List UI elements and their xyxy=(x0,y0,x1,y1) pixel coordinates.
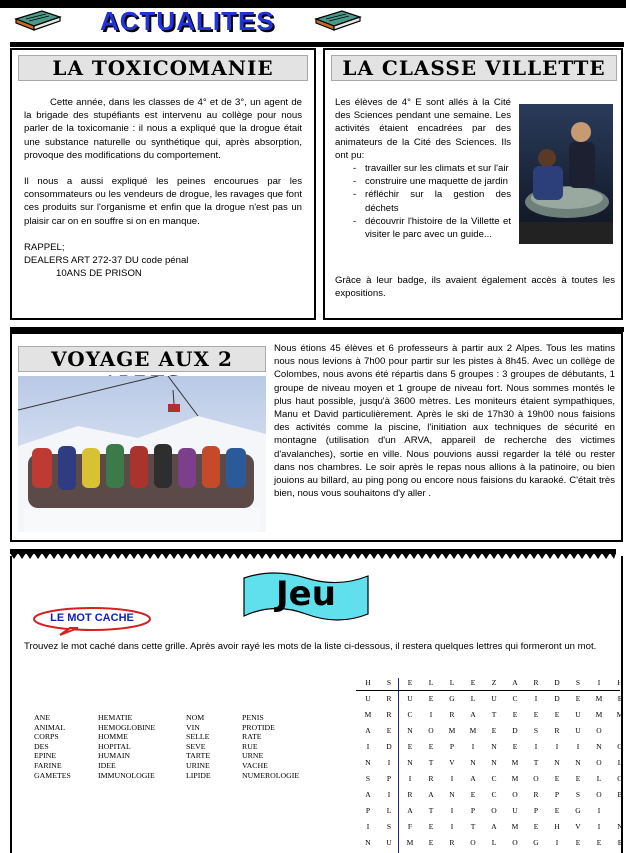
grid-letter: U xyxy=(491,694,497,703)
grid-letter: I xyxy=(576,742,580,751)
grid-letter: G xyxy=(533,838,539,847)
grid-letter: H xyxy=(365,678,371,687)
list-item: - construire une maquette de jardin xyxy=(365,175,511,188)
list-item: HEMOGLOBINE xyxy=(98,722,156,732)
grid-letter: A xyxy=(470,774,476,783)
grid-letter: R xyxy=(533,678,539,687)
toxicomanie-panel xyxy=(10,48,316,320)
grid-letter: L xyxy=(428,678,434,687)
grid-letter: I xyxy=(597,806,601,815)
word-column xyxy=(34,713,98,780)
list-item: VIN xyxy=(186,722,200,732)
grid-letter: E xyxy=(554,710,560,719)
grid-letter: R xyxy=(386,710,392,719)
villette-title: LA CLASSE VILLETTE xyxy=(331,55,617,81)
grid-letter: P xyxy=(365,806,371,815)
list-item: RATE xyxy=(242,732,262,742)
grid-letter: N xyxy=(449,790,455,799)
grid-letter: E xyxy=(575,774,581,783)
masthead-title: ACTUALITES xyxy=(100,6,275,36)
grid-letter: A xyxy=(365,726,371,735)
book-icon xyxy=(312,9,364,31)
grid-letter: E xyxy=(428,742,434,751)
toxicomanie-paragraph: Il nous a aussi expliqué les peines encourues par les consommateurs ou les vendeurs de drogue, les ravages que font ces produits sur l'organisme et enfin que la drogue n'est pas un plaisir car on en souffre si on en manque. xyxy=(24,176,302,227)
grid-letter: R xyxy=(428,774,434,783)
list-item: - réfléchir sur la gestion des déchets xyxy=(365,188,511,214)
rappel-block xyxy=(24,241,302,281)
grid-letter: M xyxy=(511,822,519,831)
grid-letter: N xyxy=(407,758,413,767)
villette-intro: Les élèves de 4° E sont allés à la Cité des Sciences pendant une semaine. Les activités étaient encadrées par des animateurs de la Cité des Sciences. Ils ont pu: xyxy=(335,97,511,161)
grid-letter: O xyxy=(428,726,434,735)
grid-header-rule xyxy=(356,690,620,691)
grid-letter: E xyxy=(407,742,413,751)
voyage-photo xyxy=(18,376,266,532)
jeu-banner xyxy=(240,570,372,622)
grid-letter: S xyxy=(386,678,392,687)
grid-letter: S xyxy=(533,726,539,735)
grid-letter: M xyxy=(595,710,603,719)
list-item: CORPS xyxy=(34,732,59,742)
grid-letter: G xyxy=(449,694,455,703)
rappel-law: DEALERS ART 272-37 DU code pénal xyxy=(24,255,189,267)
grid-letter: I xyxy=(450,806,454,815)
grid-letter: G xyxy=(575,806,581,815)
grid-letter: R xyxy=(449,710,455,719)
grid-letter: N xyxy=(491,742,497,751)
grid-letter: T xyxy=(428,806,434,815)
grid-letter: M xyxy=(616,710,624,719)
letter-grid xyxy=(356,678,624,853)
grid-letter: N xyxy=(575,758,581,767)
list-item: RUE xyxy=(242,741,258,751)
grid-letter: S xyxy=(575,678,581,687)
word-column xyxy=(242,713,322,780)
grid-letter: E xyxy=(407,678,413,687)
jeu-panel xyxy=(10,556,623,853)
grid-letter: O xyxy=(596,726,602,735)
grid-letter: E xyxy=(533,822,539,831)
mot-cache-label: LE MOT CACHE xyxy=(50,612,134,624)
grid-letter: E xyxy=(554,774,560,783)
grid-letter: U xyxy=(575,726,581,735)
grid-letter: U xyxy=(386,838,392,847)
grid-letter: O xyxy=(470,838,476,847)
list-item: PENIS xyxy=(242,713,264,722)
grid-letter: M xyxy=(595,694,603,703)
grid-letter: P xyxy=(554,790,560,799)
grid-letter: A xyxy=(428,790,434,799)
villette-activities xyxy=(335,162,511,241)
grid-letter: I xyxy=(471,742,475,751)
villette-body xyxy=(335,96,511,241)
list-item: IMMUNOLOGIE xyxy=(98,770,155,780)
grid-letter: M xyxy=(448,726,456,735)
grid-letter: R xyxy=(386,694,392,703)
grid-letter: H xyxy=(617,678,623,687)
grid-letter: E xyxy=(617,694,623,703)
grid-letter: E xyxy=(512,742,518,751)
grid-letter: M xyxy=(364,710,372,719)
grid-letter: E xyxy=(428,694,434,703)
grid-letter: F xyxy=(407,822,413,831)
mot-cache-badge xyxy=(30,606,154,636)
section-divider xyxy=(10,42,624,47)
villette-outro: Grâce à leur badge, ils avaient également accès à toutes les expositions. xyxy=(335,275,615,300)
grid-letter: I xyxy=(450,774,454,783)
rappel-penalty: 10ANS DE PRISON xyxy=(56,268,142,280)
grid-letter: R xyxy=(449,838,455,847)
grid-letter: C xyxy=(512,694,518,703)
grid-letter: D xyxy=(554,694,560,703)
grid-letter: G xyxy=(617,742,623,751)
list-item: EPINE xyxy=(34,751,57,761)
grid-letter: L xyxy=(386,806,392,815)
grid-letter: I xyxy=(387,790,391,799)
list-item: IDEE xyxy=(98,760,116,770)
rappel-label: RAPPEL; xyxy=(24,241,65,253)
grid-letter: M xyxy=(511,758,519,767)
book-icon xyxy=(12,9,64,31)
grid-letter: O xyxy=(533,774,539,783)
list-item: ANE xyxy=(34,713,51,722)
list-item: URNE xyxy=(242,751,264,761)
list-item: HUMAIN xyxy=(98,751,131,761)
grid-letter: Z xyxy=(491,678,497,687)
list-item: PROTIDE xyxy=(242,722,275,732)
grid-letter: E xyxy=(575,838,581,847)
grid-letter: O xyxy=(596,758,602,767)
jeu-instructions: Trouvez le mot caché dans cette grille. Après avoir rayé les mots de la liste ci-dessous, il restera quelques lettres qui formeront un mot. xyxy=(24,641,597,652)
grid-letter: C xyxy=(407,710,413,719)
toxicomanie-body xyxy=(24,96,302,280)
grid-letter: M xyxy=(511,774,519,783)
list-item: ANIMAL xyxy=(34,722,66,732)
list-item: NUMEROLOGIE xyxy=(242,770,300,780)
grid-letter: E xyxy=(470,678,476,687)
grid-letter: N xyxy=(491,758,497,767)
grid-letter: D xyxy=(554,678,560,687)
list-item: - découvrir l'histoire de la Villette et visiter le parc avec un guide... xyxy=(365,215,511,241)
list-item: URINE xyxy=(186,760,210,770)
grid-letter: N xyxy=(617,822,623,831)
villette-photo xyxy=(519,104,613,244)
grid-letter: I xyxy=(387,758,391,767)
list-item: DES xyxy=(34,741,49,751)
grid-letter: I xyxy=(366,822,370,831)
grid-letter: M xyxy=(406,838,414,847)
grid-letter: A xyxy=(407,806,413,815)
grid-letter: N xyxy=(407,726,413,735)
grid-letter: I xyxy=(597,822,601,831)
grid-letter: E xyxy=(596,838,602,847)
grid-letter: U xyxy=(575,710,581,719)
grid-letter: C xyxy=(491,774,497,783)
grid-letter: M xyxy=(469,726,477,735)
grid-letter: D xyxy=(386,742,392,751)
grid-letter: V xyxy=(449,758,455,767)
grid-letter: P xyxy=(449,742,455,751)
list-item: - travailler sur les climats et sur l'air xyxy=(365,162,511,175)
grid-letter: U xyxy=(407,694,413,703)
top-rule xyxy=(0,0,626,8)
grid-letter: T xyxy=(533,758,539,767)
grid-letter: T xyxy=(470,822,476,831)
grid-letter: S xyxy=(386,822,392,831)
grid-letter: N xyxy=(365,758,371,767)
grid-letter: I xyxy=(429,710,433,719)
grid-letter: O xyxy=(512,838,518,847)
grid-letter: L xyxy=(470,694,476,703)
grid-letter: R xyxy=(554,726,560,735)
grid-letter: P xyxy=(470,806,476,815)
grid-letter: O xyxy=(491,806,497,815)
grid-letter: U xyxy=(365,694,371,703)
grid-letter: I xyxy=(555,838,559,847)
list-item: FARINE xyxy=(34,760,62,770)
grid-letter: N xyxy=(470,758,476,767)
villette-panel xyxy=(323,48,623,320)
grid-letter: S xyxy=(365,774,371,783)
grid-letter: E xyxy=(428,822,434,831)
grid-letter: H xyxy=(554,822,560,831)
grid-letter: L xyxy=(617,758,623,767)
grid-letter: P xyxy=(533,806,539,815)
grid-letter: I xyxy=(366,742,370,751)
grid-letter: E xyxy=(470,790,476,799)
list-item: HEMATIE xyxy=(98,713,133,722)
grid-letter: O xyxy=(596,790,602,799)
grid-letter: V xyxy=(575,822,581,831)
grid-letter: L xyxy=(449,678,455,687)
grid-letter: D xyxy=(512,726,518,735)
grid-letter: T xyxy=(491,710,497,719)
list-item: SELLE xyxy=(186,732,210,742)
grid-letter: E xyxy=(533,710,539,719)
list-item: VACHE xyxy=(242,760,268,770)
list-item: TARTE xyxy=(186,751,211,761)
grid-letter: E xyxy=(554,806,560,815)
grid-letter: A xyxy=(365,790,371,799)
voyage-title: VOYAGE AUX 2 xyxy=(18,346,266,372)
list-item: HOMME xyxy=(98,732,128,742)
grid-letter: N xyxy=(596,742,602,751)
list-item: NOM xyxy=(186,713,205,722)
voyage-panel xyxy=(10,332,623,542)
grid-letter: I xyxy=(555,742,559,751)
grid-letter: A xyxy=(512,678,518,687)
grid-letter: I xyxy=(450,822,454,831)
toxicomanie-paragraph: Cette année, dans les classes de 4° et de 3°, un agent de la brigade des stupéfiants est intervenu au collège pour nous parler de la toxicomanie : il nous a expliqué que la drogue était une substance naturelle ou synthétique qui, après absorption, provoque des modifications du comportement. xyxy=(24,97,302,161)
grid-letter: E xyxy=(512,710,518,719)
grid-letter: A xyxy=(491,822,497,831)
grid-letter: U xyxy=(512,806,518,815)
grid-letter: E xyxy=(617,838,623,847)
toxicomanie-title: LA TOXICOMANIE xyxy=(18,55,308,81)
grid-letter: I xyxy=(534,742,538,751)
grid-letter: E xyxy=(575,694,581,703)
grid-letter: R xyxy=(407,790,413,799)
grid-letter: E xyxy=(491,726,497,735)
grid-letter: N xyxy=(554,758,560,767)
list-item: LIPIDE xyxy=(186,770,211,780)
grid-letter: I xyxy=(534,694,538,703)
grid-letter: R xyxy=(533,790,539,799)
list-item: GAMETES xyxy=(34,770,71,780)
grid-letter: P xyxy=(386,774,392,783)
grid-letter: E xyxy=(386,726,392,735)
word-column xyxy=(186,713,242,780)
grid-letter: N xyxy=(365,838,371,847)
grid-letter: T xyxy=(428,758,434,767)
voyage-body: Nous étions 45 élèves et 6 professeurs à partir aux 2 Alpes. Tous les matins nous nous levions à 7h00 pour partir sur les pistes à 8h45. Avec un collège de Colombes, nous avons été répartis dans 5 groupes : 3 groupes de débutants, 1 groupe de niveau moyen et 1 groupe de niveau fort. Nous sommes montés le plus haut possible, jusqu'à 3600 mètres. Les moniteurs étaient sympathiques, Manu et David particulièrement. Après le ski de 17h30 à 19h00 nous faisions des activités comme la piscine, l'initiation aux techniques de sécurité en montagne (utilisation d'un ARVA, appareil de recherche des victimes d'avalanches), sortie en ville. Nous pouvions aussi regarder la télé ou rester dans nos chambres. Le soir après le repas nous allions à la patinoire, ou bien jouions au billard, au ping pong ou encore nous faisions du karaoké. C'était très bien, nous vous souhaitons d'y aller . xyxy=(274,343,615,500)
jeu-title: Jeu xyxy=(276,574,336,614)
list-item: SEVE xyxy=(186,741,206,751)
grid-letter: O xyxy=(617,774,623,783)
grid-letter: L xyxy=(491,838,497,847)
grid-letter: B xyxy=(617,790,623,799)
list-item: HOPITAL xyxy=(98,741,131,751)
grid-letter: S xyxy=(575,790,581,799)
grid-letter: E xyxy=(428,838,434,847)
word-column xyxy=(98,713,184,780)
grid-letter: L xyxy=(596,774,602,783)
grid-letter: A xyxy=(470,710,476,719)
grid-letter: O xyxy=(512,790,518,799)
grid-letter: I xyxy=(408,774,412,783)
grid-letter: C xyxy=(491,790,497,799)
grid-letter: I xyxy=(597,678,601,687)
